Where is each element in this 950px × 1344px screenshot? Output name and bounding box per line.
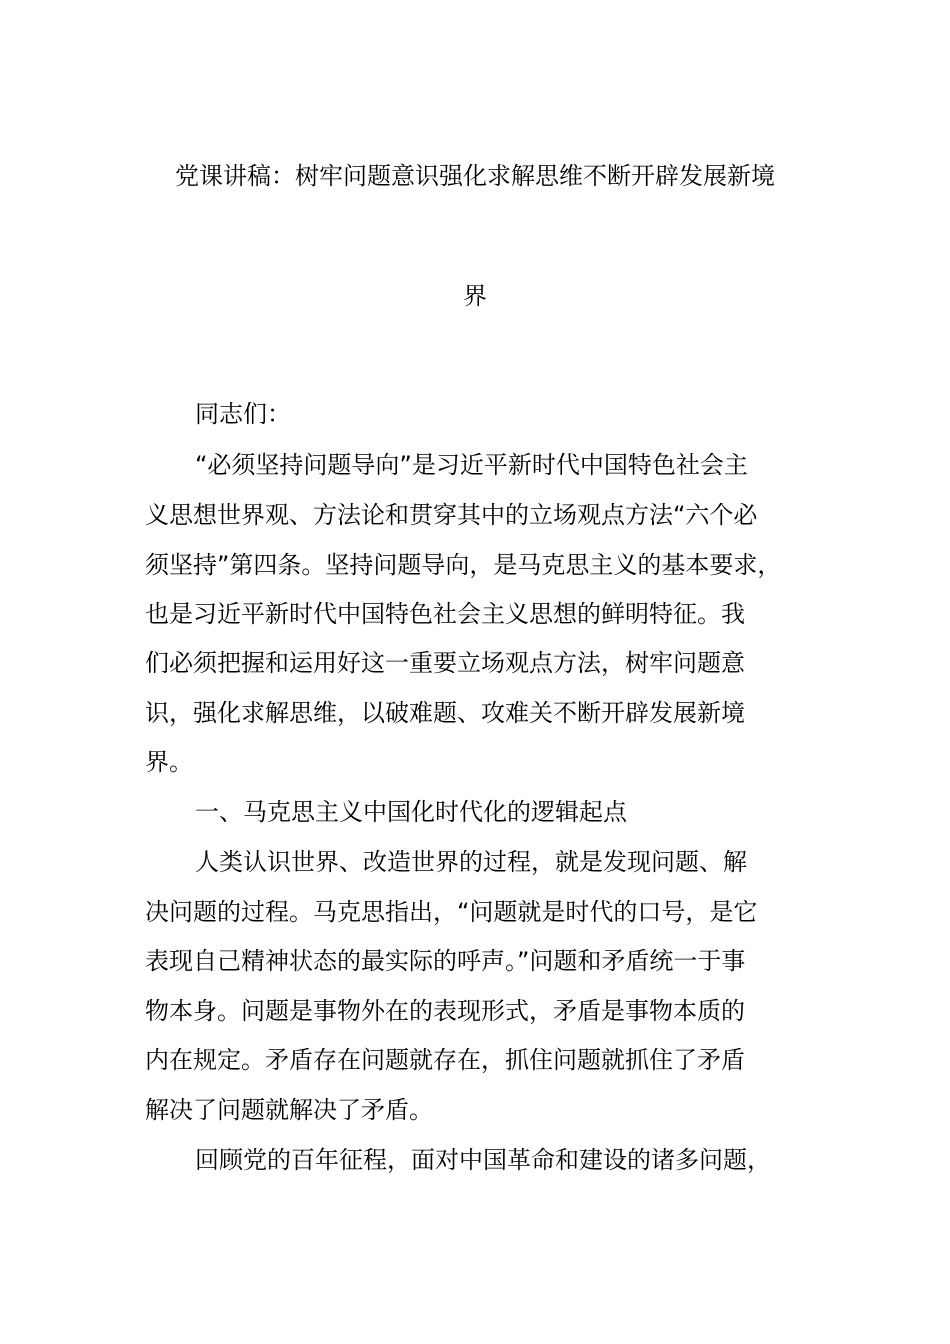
document-title-line-1: 党课讲稿：树牢问题意识强化求解思维不断开辟发展新境	[175, 162, 775, 190]
paragraph-line: 解决了问题就解决了矛盾。	[145, 1096, 433, 1124]
section-heading: 一、马克思主义中国化时代化的逻辑起点	[195, 798, 627, 826]
paragraph-line: 回顾党的百年征程，面对中国革命和建设的诸多问题，	[195, 1146, 771, 1174]
paragraph-line: 义思想世界观、方法论和贯穿其中的立场观点方法“六个必	[145, 501, 758, 529]
paragraph-line: 物本身。问题是事物外在的表现形式，矛盾是事物本质的	[145, 997, 745, 1025]
paragraph-line: 内在规定。矛盾存在问题就存在，抓住问题就抓住了矛盾	[145, 1046, 745, 1074]
paragraph-line: 界。	[145, 748, 193, 776]
paragraph-line: 也是习近平新时代中国特色社会主义思想的鲜明特征。我	[145, 600, 745, 628]
paragraph-line: 人类认识世界、改造世界的过程，就是发现问题、解	[195, 848, 747, 876]
salutation: 同志们：	[195, 400, 291, 428]
paragraph-line: 们必须把握和运用好这一重要立场观点方法，树牢问题意	[145, 649, 745, 677]
paragraph-line: 表现自己精神状态的最实际的呼声。”问题和矛盾统一于事	[145, 947, 746, 975]
paragraph-line: 识，强化求解思维，以破难题、攻难关不断开辟发展新境	[145, 699, 745, 727]
paragraph-line: 须坚持”第四条。坚持问题导向，是马克思主义的基本要求，	[145, 551, 782, 579]
document-title-line-2: 界	[463, 282, 487, 310]
paragraph-line: “必须坚持问题导向”是习近平新时代中国特色社会主	[195, 451, 748, 479]
paragraph-line: 决问题的过程。马克思指出，“问题就是时代的口号，是它	[145, 898, 758, 926]
